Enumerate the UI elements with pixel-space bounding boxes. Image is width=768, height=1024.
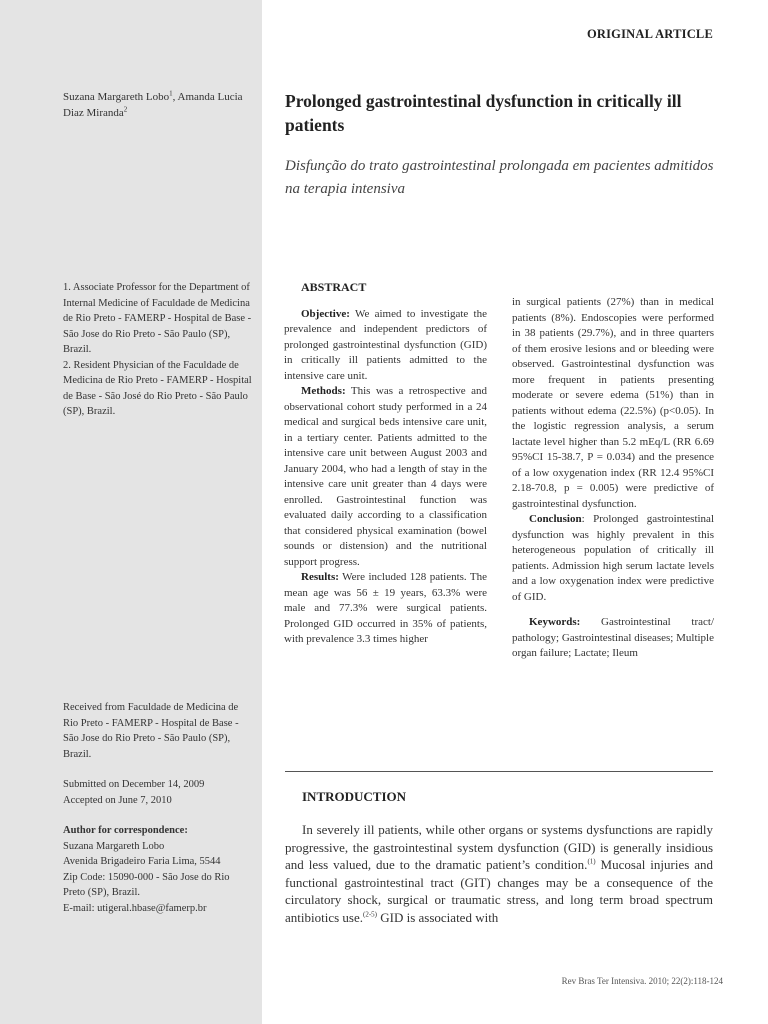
methods-text: This was a retrospective and observational cohort study performed in a 24 medical and surgical beds intensive care unit, in a tertiary center. Patients admitted to the intensive care unit between August 2003 and January 2004, who had a length of stay in the intensive care unit greater than 4 days were enrolled. Gastrointestinal function was evaluated daily according to a classification that considered physical examination (bowel sounds or distension) and the nutritional support progress.	[284, 385, 487, 568]
abstract-objective	[284, 307, 487, 385]
correspondence-name: Suzana Margareth Lobo	[63, 840, 165, 852]
methods-label: Methods:	[301, 385, 346, 397]
objective-text: We aimed to investigate the prevalence and independent predictors of prolonged gastrointestinal dysfunction (GID) in critically ill patients admitted to the intensive care unit.	[284, 307, 487, 382]
intro-text-2: Mucosal injuries and functional gastrointestinal tract (GIT) changes may be a consequence of the circulatory shock, surgical or traumatic stress, and long term broad spectrum antibiotics use.	[285, 857, 713, 925]
affiliation-marker: 1	[169, 89, 173, 98]
accepted-date: Accepted on June 7, 2010	[63, 794, 172, 806]
affiliations	[63, 280, 253, 420]
correspondence	[63, 823, 253, 916]
introduction-paragraph	[285, 821, 713, 926]
affiliation-2: 2. Resident Physician of the Faculdade de Medicina de Rio Preto - FAMERP - Hospital de Base - São José do Rio Preto - São Paulo (SP), Brazil.	[63, 359, 252, 417]
abstract-column-left	[284, 280, 487, 648]
keywords-label: Keywords:	[529, 616, 581, 628]
citation-ref: (1)	[587, 857, 596, 866]
objective-label: Objective:	[301, 307, 350, 320]
correspondence-zip: Zip Code: 15090-000 - São Jose do Rio Preto (SP), Brazil.	[63, 871, 230, 898]
abstract-keywords	[512, 615, 714, 662]
correspondence-address: Avenida Brigadeiro Faria Lima, 5544	[63, 856, 221, 867]
affiliation-marker: 2	[123, 105, 128, 114]
conclusion-text: : Prolonged gastrointestinal dysfunction was highly prevalent in this heterogeneous population of critically ill patients. Admission high serum lactate levels and a low oxygenation index were predictive of GID.	[512, 513, 714, 603]
abstract-column-right	[512, 295, 714, 662]
abstract-methods	[284, 384, 487, 570]
abstract-heading: ABSTRACT	[301, 280, 367, 294]
article-subtitle: Disfunção do trato gastrointestinal prolongada em pacientes admitidos na terapia intensiva	[285, 158, 714, 197]
journal-citation: Rev Bras Ter Intensiva. 2010; 22(2):118-124	[561, 976, 723, 986]
keywords-text: Gastrointestinal tract/ pathology; Gastrointestinal diseases; Multiple organ failure; Lactate; Ileum	[512, 616, 714, 659]
abstract-conclusion	[512, 512, 714, 605]
received-text: Received from Faculdade de Medicina de Rio Preto - FAMERP - Hospital de Base - São Jose do Rio Preto - São Paulo (SP), Brazil.	[63, 702, 239, 760]
author-name: , Amanda Lucia Diaz Miranda	[63, 91, 243, 119]
results-text: Were included 128 patients. The mean age was 56 ± 19 years, 63.3% were male and 77.3% were surgical patients. Prolonged GID occurred in 35% of patients, with prevalence 3.3 times higher	[284, 571, 487, 645]
section-label: ORIGINAL ARTICLE	[586, 27, 713, 41]
section-divider	[285, 771, 713, 772]
citation-ref: (2-5)	[363, 910, 377, 919]
author-name: Suzana Margareth Lobo	[63, 91, 170, 103]
author-list	[63, 89, 253, 121]
abstract-results	[284, 570, 487, 648]
intro-text-3: GID is associated with	[377, 909, 499, 925]
submission-dates	[63, 777, 253, 808]
results-continued: in surgical patients (27%) than in medical patients (8%). Endoscopies were performed in 38 patients (29.7%), and in three quarters of them erosive lesions and or bleeding were observed. Gastrointestinal dysfunction was more frequent in patients presenting moderate or severe edema (51%) than in patients without edema (22.5%) (p<0.05). In the logistic regression analysis, a serum lactate level higher than 5.2 mEq/L (RR 6.69 95%CI 15-38.7, P = 0.034) and the presence of a low oxygenation index (RR 12.4 95%CI 2.18-70.8, p = 0.005) were predictive of gastrointestinal dysfunction.	[512, 296, 714, 510]
correspondence-email[interactable]: E-mail: utigeral.hbase@famerp.br	[63, 902, 207, 914]
correspondence-label: Author for correspondence:	[63, 825, 188, 836]
received-note	[63, 700, 253, 762]
conclusion-label: Conclusion	[529, 513, 582, 525]
introduction-heading: INTRODUCTION	[302, 789, 407, 804]
results-label: Results:	[301, 571, 339, 583]
affiliation-1: 1. Associate Professor for the Department of Internal Medicine of Faculdade de Medicina de Rio Preto - FAMERP - Hospital de Base - São Jose do Rio Preto - São Paulo (SP), Brazil.	[63, 282, 252, 355]
submitted-date: Submitted on December 14, 2009	[63, 779, 205, 790]
article-title: Prolonged gastrointestinal dysfunction in critically ill patients	[285, 91, 682, 135]
intro-text-1: In severely ill patients, while other organs or systems dysfunctions are rapidly progressive, the gastrointestinal system dysfunction (GID) is generally insidious and less valued, due to the dramatic patient’s condition.	[285, 822, 713, 872]
